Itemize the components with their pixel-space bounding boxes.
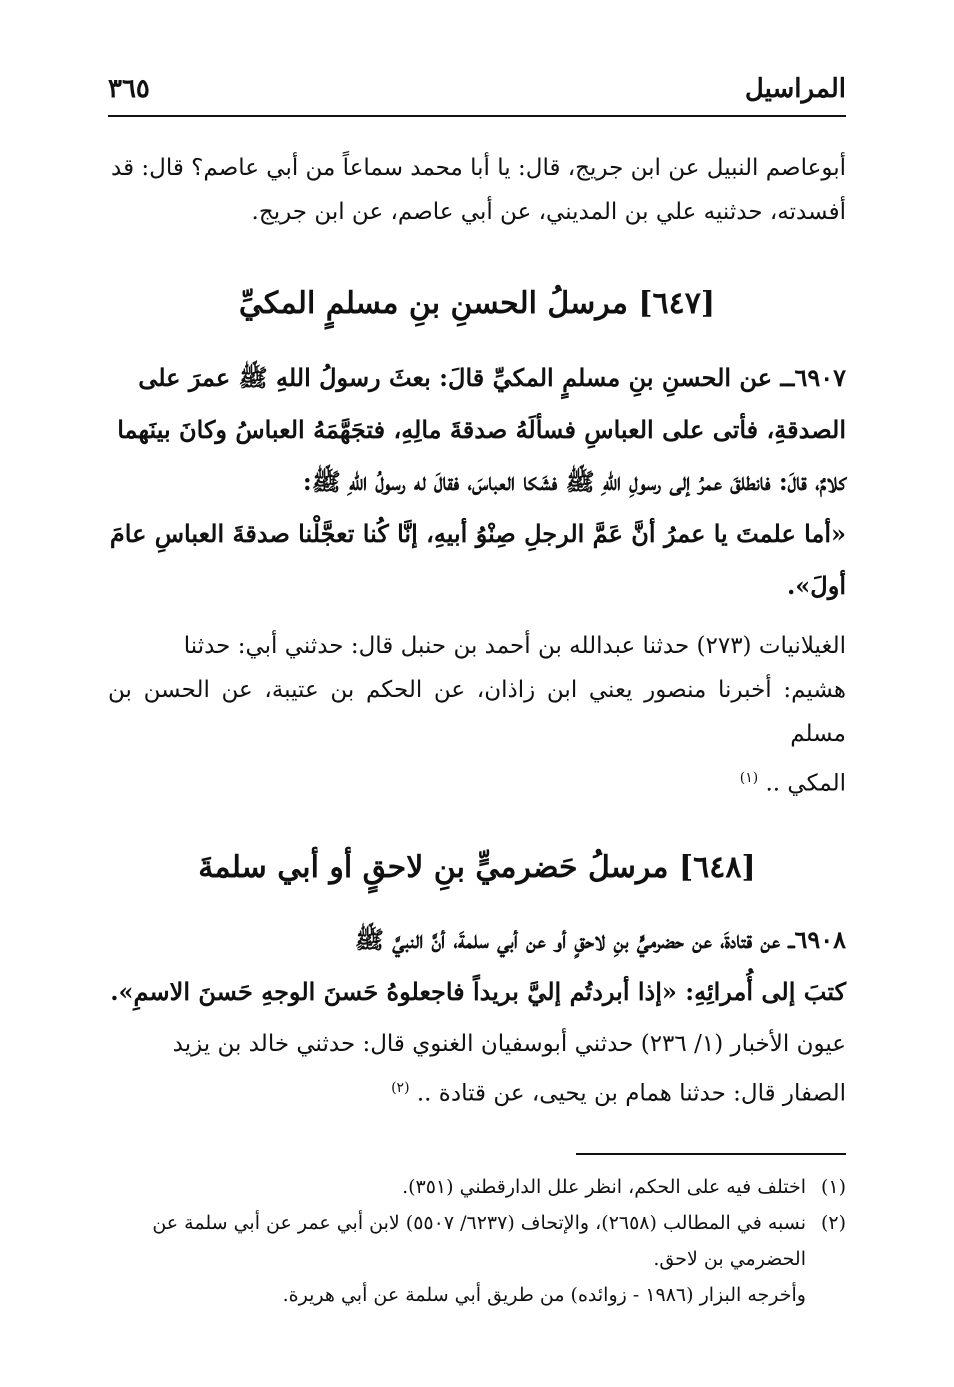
- header-rule: [108, 115, 846, 117]
- section-heading: [٦٤٨] مرسلُ حَضرميٍّ بنِ لاحقٍ أو أبي سلمةَ: [198, 849, 756, 885]
- text-line: [108, 756, 846, 806]
- text-line: ٦٩٠٧ــ عن الحسنِ بنِ مسلمٍ المكيِّ قالَ: بعثَ رسولُ اللهِ ﷺ عمرَ على: [138, 363, 846, 392]
- footnote: [108, 1169, 846, 1205]
- footnotes: [108, 1169, 846, 1313]
- footnote-ref: (١): [739, 770, 759, 786]
- footnote-ref: (٢): [391, 1079, 410, 1096]
- text-line: الصدقةِ، فأتى على العباسِ فسألَهُ صدقةَ مالِهِ، فتجَهَّمَهُ العباسُ وكانَ بينَهما: [117, 415, 846, 444]
- source-citation: [108, 624, 846, 806]
- text-line: «أما علمتَ يا عمرُ أنَّ عَمَّ الرجلِ صِنْوُ أبيهِ، إنَّا كُنا تعجَّلْنا صدقةَ العباسِ عامَ: [109, 519, 846, 548]
- text-line: عيون الأخبار (١/ ٢٣٦) حدثني أبوسفيان الغنوي قال: حدثني خالد بن يزيد: [172, 1030, 846, 1057]
- page-number: ٣٦٥: [108, 74, 150, 104]
- hadith-text: [108, 352, 846, 612]
- footnote: [108, 1205, 846, 1277]
- text-line: [108, 1066, 846, 1116]
- text-line: هشيم: أخبرنا منصور يعني ابن زاذان، عن الحكم بن عتيبة، عن الحسن بن مسلم: [108, 677, 846, 747]
- source-text: المكي ..: [765, 770, 846, 797]
- section-heading: [٦٤٧] مرسلُ الحسنِ بنِ مسلمٍ المكيِّ: [238, 286, 716, 321]
- footnote-text: الحضرمي بن لاحق.: [653, 1248, 806, 1271]
- book-page: [108, 70, 846, 1313]
- running-header: [108, 70, 846, 120]
- footnote-continuation: [108, 1277, 846, 1313]
- text-line: ٦٩٠٨ــ عن قتادةَ، عن حضرميٍّ بنِ لاحقٍ أو عن أبي سلمةَ، أنَّ النبيَّ ﷺ: [354, 924, 846, 954]
- running-title: المراسيل: [744, 74, 846, 104]
- text-line: كلامٌ، قالَ: فانطلقَ عمرُ إلى رسولِ اللهِ ﷺ فشَكا العباسَ، فقالَ له رسولُ اللهِ ﷺ:: [302, 467, 846, 496]
- footnote-text: وأخرجه البزار (١٩٨٦ - زوائده) من طريق أبي سلمة عن أبي هريرة.: [282, 1284, 806, 1307]
- footnote-number: (١): [820, 1176, 846, 1199]
- text-line: أبوعاصم النبيل عن ابن جريج، قال: يا أبا محمد سماعاً من أبي عاصم؟ قال: قد: [111, 155, 846, 181]
- text-line: كتبَ إلى أُمرائِهِ: «إذا أبردتُم إليَّ بريداً فاجعلوهُ حَسنَ الوجهِ حَسنَ الاسمِ».: [110, 976, 846, 1006]
- text-line: الغيلانيات (٢٧٣) حدثنا عبدالله بن أحمد بن حنبل قال: حدثني أبي: حدثنا: [183, 633, 846, 659]
- text-line: أولَ».: [786, 571, 846, 600]
- source-citation: [108, 1022, 846, 1116]
- intro-paragraph: [108, 146, 846, 234]
- footnote-text: نسبه في المطالب (٢٦٥٨)، والإتحاف (٦٢٣٧/ ٥٥٠٧) لابن أبي عمر عن أبي سلمة عن: [152, 1212, 806, 1235]
- source-text: الصفار قال: حدثنا همام بن يحيى، عن قتادة ..: [416, 1080, 846, 1107]
- text-line: أفسدته، حدثنيه علي بن المديني، عن أبي عاصم، عن ابن جريج.: [251, 199, 846, 225]
- footnote-text: اختلف فيه على الحكم، انظر علل الدارقطني (٣٥١).: [402, 1176, 806, 1199]
- footnote-number: (٢): [820, 1212, 846, 1235]
- hadith-text: [108, 914, 846, 1018]
